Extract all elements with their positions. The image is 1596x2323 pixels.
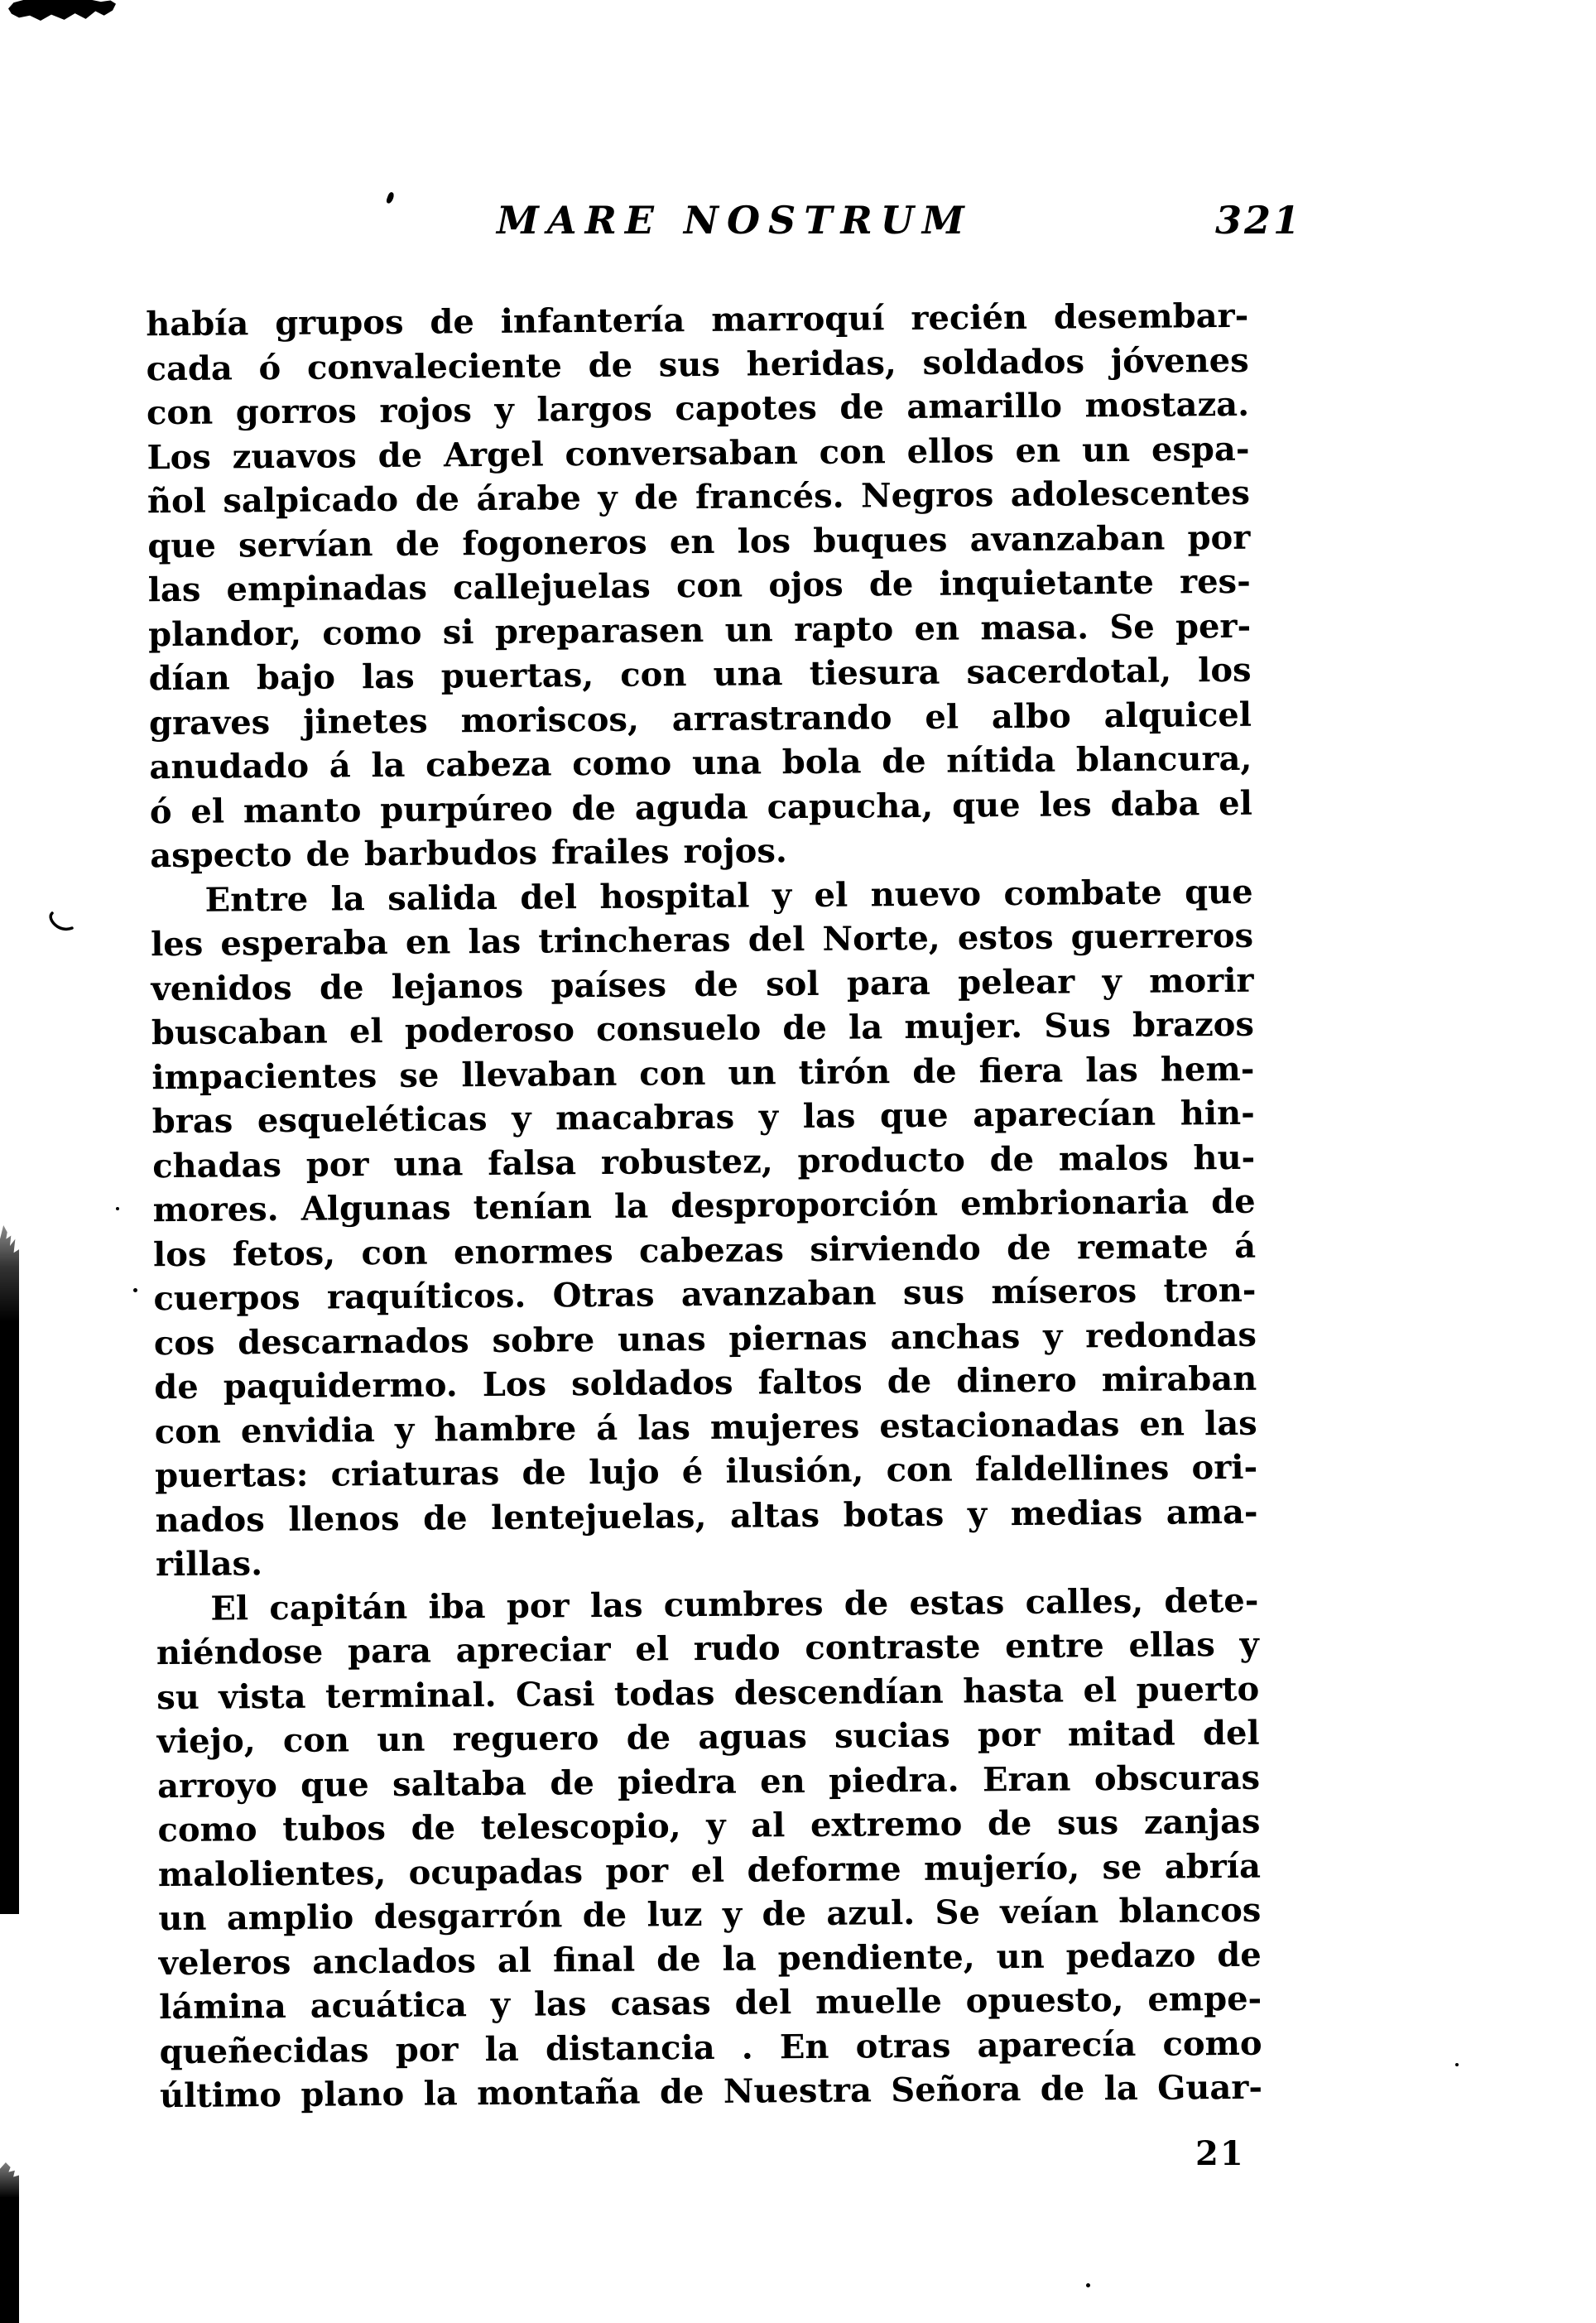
text-line: queñecidas por la distancia . En otras aparecía como (159, 2023, 1262, 2071)
scan-edge-bar (0, 2162, 19, 2323)
text-line: arroyo que saltaba de piedra en piedra. Eran obscuras (156, 1758, 1261, 1806)
text-line: anudado á la cabeza como una bola de nítida blancura, (149, 738, 1252, 787)
page-number: 321 (1215, 198, 1303, 243)
text-line: Entre la salida del hospital y el nuevo combate que (204, 872, 1253, 920)
text-line: cos descarnados sobre unas piernas anchas y redondas (153, 1315, 1257, 1363)
text-line: aspecto de barbudos frailes rojos. (150, 831, 788, 876)
text-line: había grupos de infantería marroquí recién desembar- (146, 296, 1249, 344)
text-line: su vista terminal. Casi todas descendían hasta el puerto (156, 1669, 1260, 1717)
running-header (0, 199, 1596, 248)
text-line: como tubos de telescopio, y al extremo de sus zanjas (157, 1801, 1261, 1850)
text-line: El capitán iba por las cumbres de estas calles, dete- (210, 1580, 1259, 1628)
text-line: veleros anclados al final de la pendiente, un pedazo de (158, 1935, 1262, 1983)
text-line: les esperaba en las trincheras del Norte, estos guerreros (150, 916, 1254, 964)
text-line: mores. Algunas tenían la desproporción embrionaria de (152, 1181, 1256, 1230)
running-title: MARE NOSTRUM (497, 198, 973, 243)
text-line: los fetos, con enormes cabezas sirviendo de remate á (152, 1226, 1257, 1274)
text-line: ñol salpicado de árabe y de francés. Negros adolescentes (147, 473, 1251, 522)
text-line: con gorros rojos y largos capotes de amarillo mostaza. (146, 384, 1250, 433)
text-line: malolientes, ocupadas por el deforme mujerío, se abría (157, 1846, 1262, 1894)
text-line: puertas: criaturas de lujo é ilusión, con faldellines ori- (154, 1447, 1258, 1496)
text-line: impacientes se llevaban con un tirón de fiera las hem- (151, 1049, 1255, 1097)
text-line: con envidia y hambre á las mujeres estacionadas en las (154, 1403, 1257, 1451)
text-line: que servían de fogoneros en los buques avanzaban por (147, 517, 1251, 565)
text-line: viejo, con un reguero de aguas sucias por mitad del (156, 1713, 1260, 1762)
ink-blob-artifact (8, 0, 116, 22)
text-line: cuerpos raquíticos. Otras avanzaban sus míseros tron- (153, 1270, 1257, 1319)
text-line: un amplio desgarrón de luz y de azul. Se veían blancos (158, 1890, 1262, 1939)
body-text (146, 294, 1262, 2119)
text-line: Los zuavos de Argel conversaban con ellos en un espa- (147, 429, 1250, 477)
text-line: dían bajo las puertas, con una tiesura sacerdotal, los (148, 650, 1252, 699)
ink-mark-artifact (46, 911, 75, 935)
signature-mark: 21 (1195, 2134, 1245, 2173)
ink-speck (1086, 2283, 1090, 2287)
scan-edge-bar (0, 1225, 19, 1914)
ink-speck (116, 1207, 119, 1210)
text-line: niéndose para apreciar el rudo contraste entre ellas y (156, 1624, 1259, 1673)
ink-speck (1455, 2063, 1459, 2066)
text-line: de paquidermo. Los soldados faltos de dinero miraban (154, 1359, 1257, 1407)
text-line: las empinadas callejuelas con ojos de inquietante res- (147, 561, 1251, 610)
text-line: bras esqueléticas y macabras y las que aparecían hin- (151, 1093, 1255, 1142)
text-line: chadas por una falsa robustez, producto de malos hu- (152, 1137, 1256, 1186)
text-line: plandor, como si preparasen un rapto en masa. Se per- (147, 606, 1252, 654)
text-line: ó el manto purpúreo de aguda capucha, que les daba el (149, 783, 1252, 831)
text-line: nados llenos de lentejuelas, altas botas y medias ama- (155, 1492, 1258, 1540)
text-line: rillas. (155, 1544, 263, 1585)
text-line: graves jinetes moriscos, arrastrando el albo alquicel (148, 695, 1252, 743)
text-line: buscaban el poderoso consuelo de la mujer. Sus brazos (151, 1004, 1255, 1053)
text-line: venidos de lejanos países de sol para pelear y morir (151, 960, 1254, 1008)
text-line: último plano la montaña de Nuestra Señora de la Guar- (159, 2067, 1263, 2116)
ink-speck (133, 1288, 137, 1292)
text-line: lámina acuática y las casas del muelle opuesto, empe- (159, 1979, 1262, 2027)
text-line: cada ó convaleciente de sus heridas, soldados jóvenes (146, 340, 1249, 388)
